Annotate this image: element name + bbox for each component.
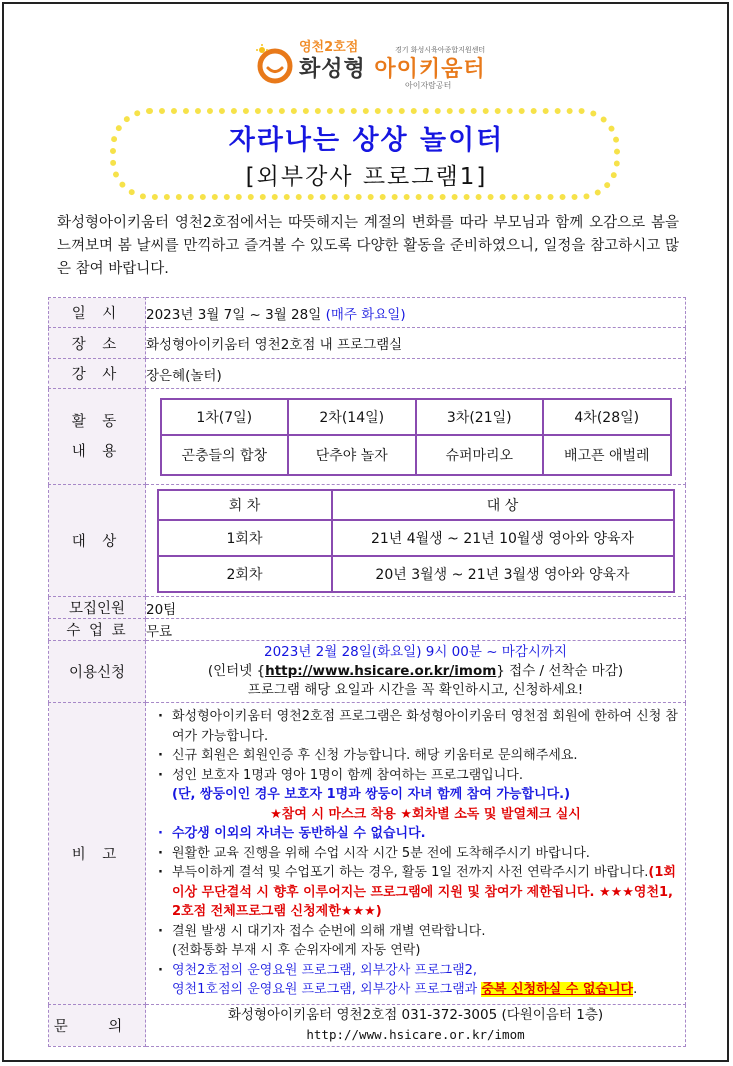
note-8-highlight: 중복 신청하실 수 없습니다 [481,982,634,997]
logo-name-part1: 화성형 [299,57,375,82]
list-item: · 화성형아이키움터 영천2호점 프로그램은 화성형아이키움터 영천점 회원에 한하여 신청 참여가 가능합니다. [156,707,679,746]
label-place: 장 소 [49,328,146,359]
list-item [156,922,679,961]
logo-tagline: 아이자람공터 [405,81,452,90]
session-4: 4차(28일) [543,399,671,435]
value-capacity: 20팀 [146,597,686,619]
row-notes [49,703,686,1005]
table-row [158,520,674,556]
row-date [49,298,686,328]
row-target [49,485,686,597]
row-place [49,328,686,359]
value-instructor: 장은혜(놀터) [146,359,686,389]
logo-branch: 영천2호점 [299,40,359,55]
target-head-round: 회 차 [158,490,332,520]
label-capacity: 모집인원 [49,597,146,619]
activity-title-3: 슈퍼마리오 [416,435,544,475]
note-8-line2: 영천1호점의 운영요원 프로그램, 외부강사 프로그램과 [172,982,482,997]
apply-method [146,662,685,681]
list-item [156,766,679,825]
page-title: 자라나는 상상 놀이터 [228,125,505,156]
value-target [146,485,686,597]
value-fee: 무료 [146,619,686,641]
apply-method-post: } 접수 / 선착순 마감) [496,663,624,679]
partner-logo: 경기 화성시육아종합지원센터 [395,46,486,54]
contact-link[interactable]: http://www.hsicare.or.kr/imom [306,1027,525,1042]
label-activity-line1: 활 동 [71,413,123,430]
value-contact [146,1004,686,1046]
target-desc-1: 21년 4월생 ~ 21년 10월생 영아와 양육자 [332,520,674,556]
label-activity-line2: 내 용 [71,443,123,460]
note-7-text: 결원 발생 시 대기자 접수 순번에 의해 개별 연락합니다. [172,923,486,939]
logo-name-part2: 아이키움터 [374,57,486,82]
list-item: · 원활한 교육 진행을 위해 수업 시작 시간 5분 전에 도착해주시기 바랍니다. [156,844,679,864]
label-notes: 비 고 [49,703,146,1005]
activity-title-1: 곤충들의 합창 [161,435,289,475]
row-capacity [49,597,686,619]
note-3-text: 성인 보호자 1명과 영아 1명이 함께 참여하는 프로그램입니다. [172,767,523,783]
target-round-1: 1회차 [158,520,332,556]
value-place: 화성형아이키움터 영천2호점 내 프로그램실 [146,328,686,359]
row-apply [49,641,686,703]
logo-name [299,52,486,83]
activity-title-2: 단추야 놀자 [288,435,416,475]
info-table [48,297,686,1047]
list-item [156,961,679,1000]
note-6-red: (1회 이상 무단결석 시 향후 이루어지는 프로그램에 지원 및 참여가 제한됩니다. ★★★영천1, 2호점 전체프로그램 신청제한★★★) [172,865,676,919]
contact-info: 화성형아이키움터 영천2호점 031-372-3005 (다원이음터 1층) [227,1007,604,1023]
list-item [156,863,679,922]
date-range: 2023년 3월 7일 ~ 3월 28일 [146,306,322,323]
session-3: 3차(21일) [416,399,544,435]
session-1: 1차(7일) [161,399,289,435]
value-activity [146,389,686,485]
target-round-2: 2회차 [158,556,332,592]
note-7-sub: (전화통화 부재 시 후 순위자에게 자동 연락) [172,943,421,958]
sun-face-icon [255,44,295,84]
list-item: · 수강생 이외의 자녀는 동반하실 수 없습니다. [156,824,679,844]
apply-notice: 프로그램 해당 요일과 시간을 꼭 확인하시고, 신청하세요! [247,682,584,698]
label-fee: 수 업 료 [49,619,146,641]
value-date [146,298,686,328]
list-item: · 신규 회원은 회원인증 후 신청 가능합니다. 해당 키움터로 문의해주세요. [156,746,679,766]
label-apply: 이용신청 [49,641,146,703]
value-apply [146,641,686,703]
session-2: 2차(14일) [288,399,416,435]
note-8-end: . [633,982,638,997]
row-fee [49,619,686,641]
apply-link[interactable]: http://www.hsicare.or.kr/imom [265,663,497,679]
note-3-blue: (단, 쌍둥이인 경우 보호자 1명과 쌍둥이 자녀 함께 참여 가능합니다.) [172,787,571,802]
label-instructor: 강 사 [49,359,146,389]
note-8-line1: 영천2호점의 운영요원 프로그램, 외부강사 프로그램2, [172,962,478,978]
table-row [158,556,674,592]
target-desc-2: 20년 3월생 ~ 21년 3월생 영아와 양육자 [332,556,674,592]
activity-table [160,398,672,476]
label-activity [49,389,146,485]
label-date: 일 시 [49,298,146,328]
row-contact [49,1004,686,1046]
row-activity [49,389,686,485]
intro-text: 화성형아이키움터 영천2호점에서는 따뜻해지는 계절의 변화를 따라 부모님과 함께 오감으로 봄을 느껴보며 봄 날씨를 만끽하고 즐겨볼 수 있도록 다양한 활동을 준비하였으니, 일정을 참고하시고 많은 참여 바랍니다. [57,215,679,277]
page-subtitle: [외부강사 프로그램1] [245,164,488,190]
label-target: 대 상 [49,485,146,597]
notes-list [146,703,685,1004]
note-3-red: ★참여 시 마스크 착용 ★회차별 소독 및 발열체크 실시 [270,806,581,822]
apply-period: 2023년 2월 28일(화요일) 9시 00분 ~ 마감시까지 [263,644,568,660]
target-head-target: 대 상 [332,490,674,520]
activity-title-4: 배고픈 애벌레 [543,435,671,475]
date-weekday: (매주 화요일) [325,306,406,323]
label-contact: 문 의 [49,1004,146,1046]
apply-method-pre: (인터넷 { [207,663,266,679]
note-6-text: 부득이하게 결석 및 수업포기 하는 경우, 활동 1일 전까지 사전 연락주시기 바랍니다. [172,865,649,880]
target-table [157,489,675,593]
row-instructor [49,359,686,389]
value-notes [146,703,686,1005]
